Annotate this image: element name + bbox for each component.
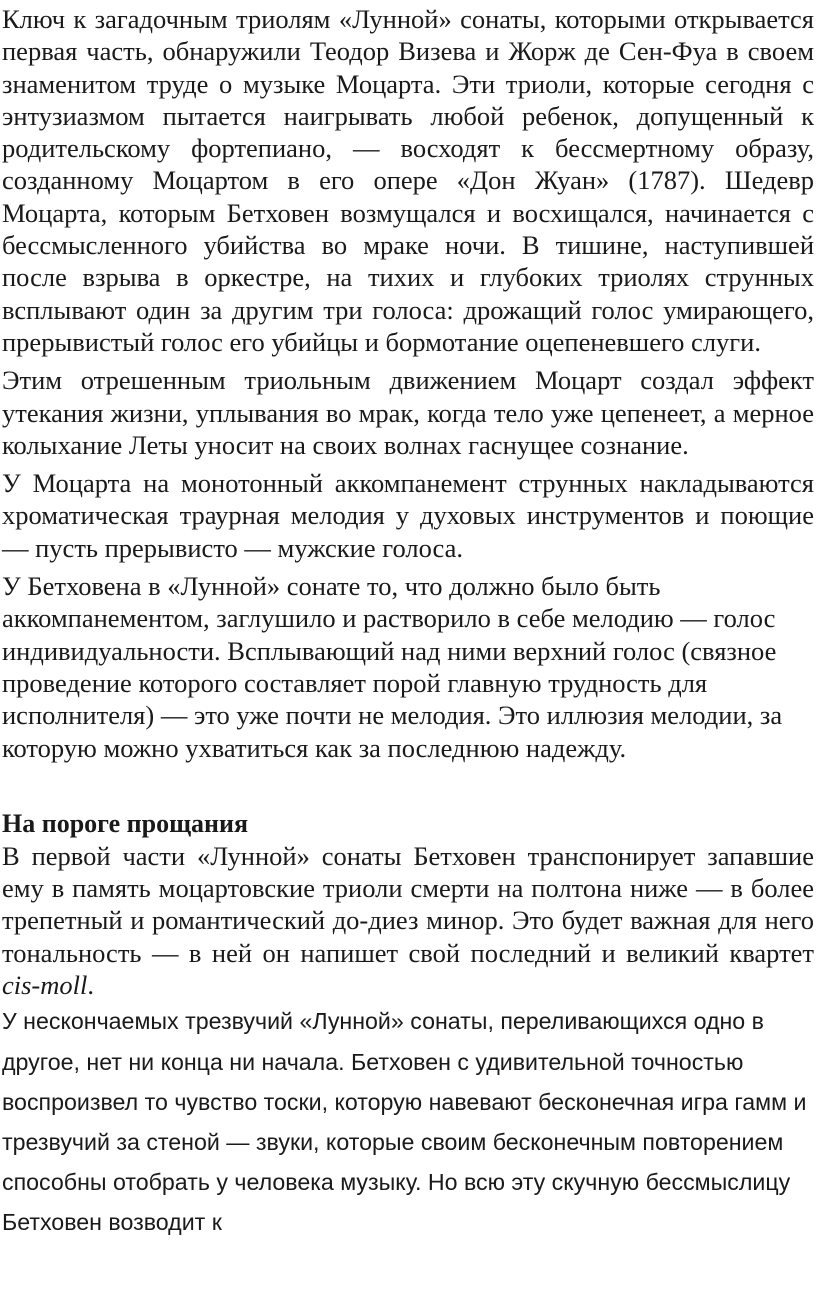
quartet-key-italic: cis-moll	[2, 970, 88, 1001]
paragraph-triads: У нескончаемых трезвучий «Лунной» сонаты, переливающихся одно в другое, нет ни конца ни начала. Бетховен с удивительной точностью воспроизвел то чувство тоски, которую навевают бесконечная игра гамм и трезвучий за стеной — звуки, которые своим бесконечным повторением способны отобрать у человека музыку. Но всю эту скучную бессмыслицу Бетховен возводит к	[2, 1008, 807, 1236]
paragraph-transposition-text: В первой части «Лунной» сонаты Бетховен транспонирует запавшие ему в память моцартовские триоли смерти на полтона ниже — в более трепетный и романтический до-диез минор. Это будет важная для него тональность — в ней он напишет свой последний и великий квартет	[2, 840, 814, 968]
paragraph-mozart-accompaniment: У Моцарта на монотонный аккомпанемент струнных накладываются хроматическая траурная мелодия у духовых инструментов и поющие — пусть прерывисто — мужские голоса.	[2, 468, 814, 563]
paragraph-mozart-effect: Этим отрешенным триольным движением Моцарт создал эффект утекания жизни, уплывания во мрак, когда тело уже цепенеет, а мерное колыхание Леты уносит на своих волнах гаснущее сознание.	[2, 365, 814, 460]
paragraph-intro: Ключ к загадочным триолям «Лунной» сонаты, которыми открывается первая часть, обнаружили Теодор Визева и Жорж де Сен-Фуа в своем знаменитом труде о музыке Моцарта. Эти триоли, которые сегодня с энтузиазмом пытается наигрывать любой ребенок, допущенный к родительскому фортепиано, — восходят к бессмертному образу, созданному Моцартом в его опере «Дон Жуан» (1787). Шедевр Моцарта, которым Бетховен возмущался и восхищался, начинается с бессмысленного убийства во мраке ночи. В тишине, наступившей после взрыва в оркестре, на тихих и глубоких триолях струнных всплывают один за другим три голоса: дрожащий голос умирающего, прерывистый голос его убийцы и бормотание оцепеневшего слуги.	[2, 4, 814, 357]
paragraph-transposition	[2, 840, 814, 1001]
paragraph-transposition-end: .	[87, 970, 94, 1001]
paragraph-beethoven-melody: У Бетховена в «Лунной» сонате то, что должно было быть аккомпанементом, заглушило и растворило в себе мелодию — голос индивидуальности. Всплывающий над ними верхний голос (связное проведение которого составляет порой главную трудность для исполнителя) — это уже почти не мелодия. Это иллюзия мелодии, за которую можно ухватиться как за последнюю надежду.	[2, 571, 783, 763]
section-heading: На пороге прощания	[2, 808, 249, 838]
section-spacer	[2, 770, 814, 808]
